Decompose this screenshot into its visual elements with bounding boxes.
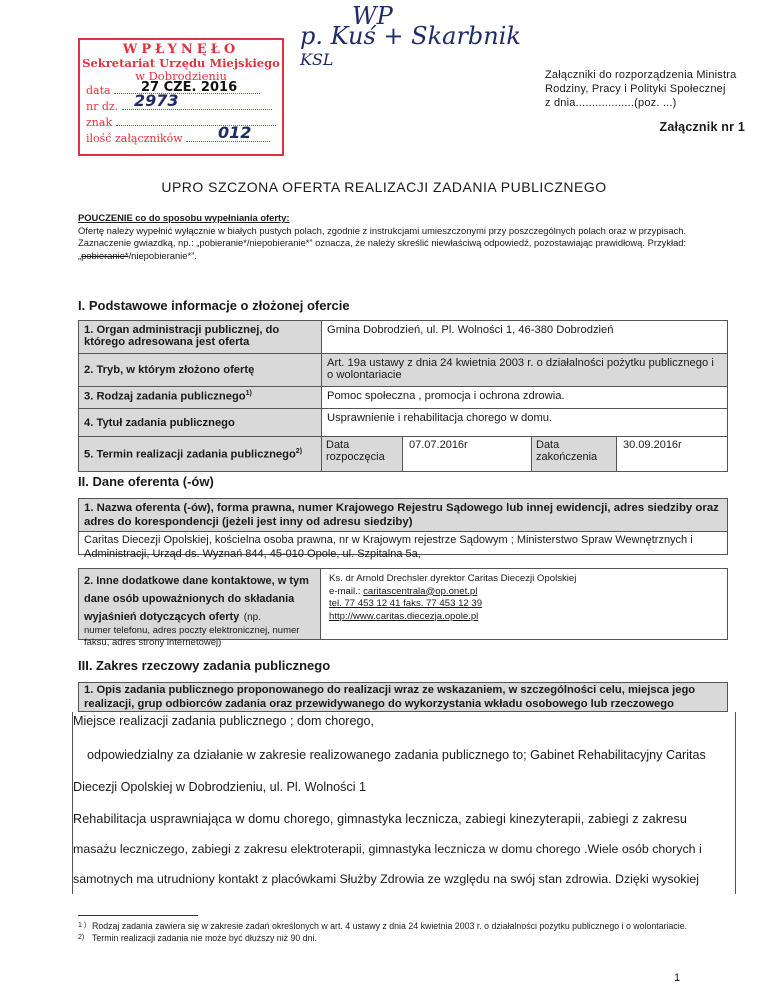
task-type-label: 3. Rodzaj zadania publicznego$^{1)}$: [79, 387, 322, 409]
contact-label: 2. Inne dodatkowe dane kontaktowe, w tym dane osób upoważnionych do składania wyjaśnień dotyczących oferty (np. numer telefonu, adres poczty elektronicznej, numer faksu, adres strony internetowej): [79, 569, 321, 639]
footnote-divider: [78, 915, 198, 916]
end-date-value: 30.09.2016r: [623, 439, 682, 451]
page-number: 1: [674, 972, 681, 984]
description-line-6: samotnych ma utrudniony kontakt z placówkami Służby Zdrowia ze względu na swój stan zdrowia. Dzięki wysokiej: [73, 872, 699, 886]
instructions-paragraph-1: Ofertę należy wypełnić wyłącznie w białych pustych polach, zgodnie z instrukcjami umieszczonymi przy poszczególnych polach oraz w przypisach.: [78, 224, 687, 236]
instructions-paragraph-2: Zaznaczenie gwiazdką, np.: „pobieranie*/niepobieranie*” oznacza, że należy skreślić niewłaściwą odpowiedź, pozostawiając prawidłową. Przykład: „pobieranie*/niepobieranie*”.: [78, 237, 687, 261]
task-description-heading: 1. Opis zadania publicznego proponowanego do realizacji wraz ze wskazaniem, w szczególności celu, miejsca jego realizacji, grup odbiorców zadania oraz przewidywanego do wykorzystania wkładu osobowego lub rzeczowego: [78, 682, 728, 712]
email-link[interactable]: caritascentrala@op.onet.pl: [363, 585, 478, 597]
stamp-sign-row: znak: [86, 115, 282, 131]
footnotes: [78, 920, 718, 944]
received-stamp: [78, 38, 284, 156]
organ-value: Gmina Dobrodzień, ul. Pl. Wolności 1, 46-380 Dobrodzień: [322, 321, 728, 354]
contact-details: [329, 573, 576, 623]
task-type-value: Pomoc społeczna , promocja i ochrona zdrowia.: [322, 387, 728, 409]
stamp-attachments-value: 012: [218, 123, 252, 142]
annex-line-2: Rodziny, Pracy i Polityki Społecznej: [545, 83, 726, 95]
footnote-2: 2) Termin realizacji zadania nie może być dłuższy niż 90 dni.: [78, 933, 317, 943]
table-row: [79, 354, 728, 387]
website-link[interactable]: http://www.caritas.diecezja.opole.pl: [329, 610, 479, 622]
stamp-attachments-row: ilość załączników 012: [86, 131, 282, 147]
task-title-value: Usprawnienie i rehabilitacja chorego w domu.: [322, 409, 728, 437]
term-subtable: [322, 437, 727, 471]
offeror-name-value: Caritas Diecezji Opolskiej, kościelna osoba prawna, nr w Krajowym rejestrze Sądowym ; Ministerstwo Spraw Wewnętrznych i Administracji, Urząd ds. Wyznań 844, 45-010 Opole, ul. Szpitalna 5a,: [84, 534, 693, 560]
handwritten-signature: KSL: [300, 50, 334, 69]
annex-line-1: Załączniki do rozporządzenia Ministra: [545, 69, 737, 81]
table-row: [79, 321, 728, 354]
annex-title: Załącznik nr 1: [659, 120, 745, 134]
mode-value: Art. 19a ustawy z dnia 24 kwietnia 2003 r. o działalności pożytku publicznego i o wolontariacie: [322, 354, 728, 387]
description-line-2: odpowiedzialny za działanie w zakresie realizowanego zadania publicznego to; Gabinet Rehabilitacyjny Caritas: [87, 748, 706, 762]
term-cell: [322, 437, 728, 472]
start-date-value: 07.07.2016r: [403, 437, 532, 471]
organ-label: 1. Organ administracji publicznej, do którego adresowana jest oferta: [79, 321, 322, 354]
term-label: 5. Termin realizacji zadania publicznego$^{2)}$: [79, 437, 322, 472]
offeror-name-heading: 1. Nazwa oferenta (-ów), forma prawna, numer Krajowego Rejestru Sądowego lub innej ewidencji, adres siedziby oraz adres do korespondencji (jeżeli jest inny od adresu siedziby): [79, 499, 727, 532]
contact-email: e-mail.: caritascentrala@op.onet.pl: [329, 585, 478, 597]
stamp-date-row: data 27 CZE. 2016: [86, 83, 282, 99]
end-date-label: Data zakończenia: [532, 437, 617, 471]
description-line-5: masażu leczniczego, zabiegi z zakresu elektroterapii, gimnastyka lecznicza w domu chorego .Wiele osób chorych i: [73, 842, 702, 856]
description-line-4: Rehabilitacja usprawniająca w domu chorego, gimnastyka lecznicza, zabiegi kinezyterapii, zabiegi z zakresu: [73, 812, 688, 826]
footnote-1: 1 ) Rodzaj zadania zawiera się w zakresie zadań określonych w art. 4 ustawy z dnia 24 kwietnia 2003 r. o działalności pożytku publicznego i o wolontariacie.: [78, 921, 688, 931]
basic-info-table: [78, 320, 728, 472]
description-line-3: Diecezji Opolskiej w Dobrodzieniu, ul. Pl. Wolności 1: [73, 780, 367, 794]
table-row: [79, 409, 728, 437]
handwritten-note: p. Kuś + Skarbnik: [300, 22, 521, 50]
document-title: UPRO SZCZONA OFERTA REALIZACJI ZADANIA PUBLICZNEGO: [161, 179, 607, 195]
instructions-heading: POUCZENIE co do sposobu wypełniania oferty:: [78, 212, 290, 223]
section-3-title: III. Zakres rzeczowy zadania publicznego: [78, 658, 331, 673]
contact-person: Ks. dr Arnold Drechsler dyrektor Caritas Diecezji Opolskiej: [329, 573, 577, 584]
start-date-label: Data rozpoczęcia: [322, 437, 403, 471]
task-title-label: 4. Tytuł zadania publicznego: [79, 409, 322, 437]
section-2-title: II. Dane oferenta (-ów): [78, 474, 214, 489]
handwritten-initials: WP: [352, 2, 393, 30]
table-row: [79, 387, 728, 409]
task-description-box: [72, 712, 736, 894]
stamp-location: w Dobrodzieniu: [135, 69, 227, 83]
contact-box: [78, 568, 728, 648]
stamp-date-value: 27 CZE. 2016: [141, 80, 238, 95]
instructions: [78, 212, 718, 262]
contact-phone: tel. 77 453 12 41 faks. 77 453 12 39: [329, 598, 483, 609]
stamp-title: WPŁYNĘŁO: [122, 42, 240, 57]
section-1-title: I. Podstawowe informacje o złożonej ofercie: [78, 298, 350, 313]
annex-note: [545, 68, 745, 134]
annex-line-3: z dnia..................(poz. ...): [545, 97, 677, 109]
stamp-number-row: nr dz. 2973: [86, 99, 282, 115]
table-row: [79, 437, 728, 472]
mode-label: 2. Tryb, w którym złożono ofertę: [79, 354, 322, 387]
offeror-name-box: [78, 498, 728, 560]
stamp-number-value: 2973: [134, 91, 179, 110]
description-line-1: Miejsce realizacji zadania publicznego ; dom chorego,: [73, 714, 375, 728]
stamp-office: Sekretariat Urzędu Miejskiego: [82, 56, 280, 70]
